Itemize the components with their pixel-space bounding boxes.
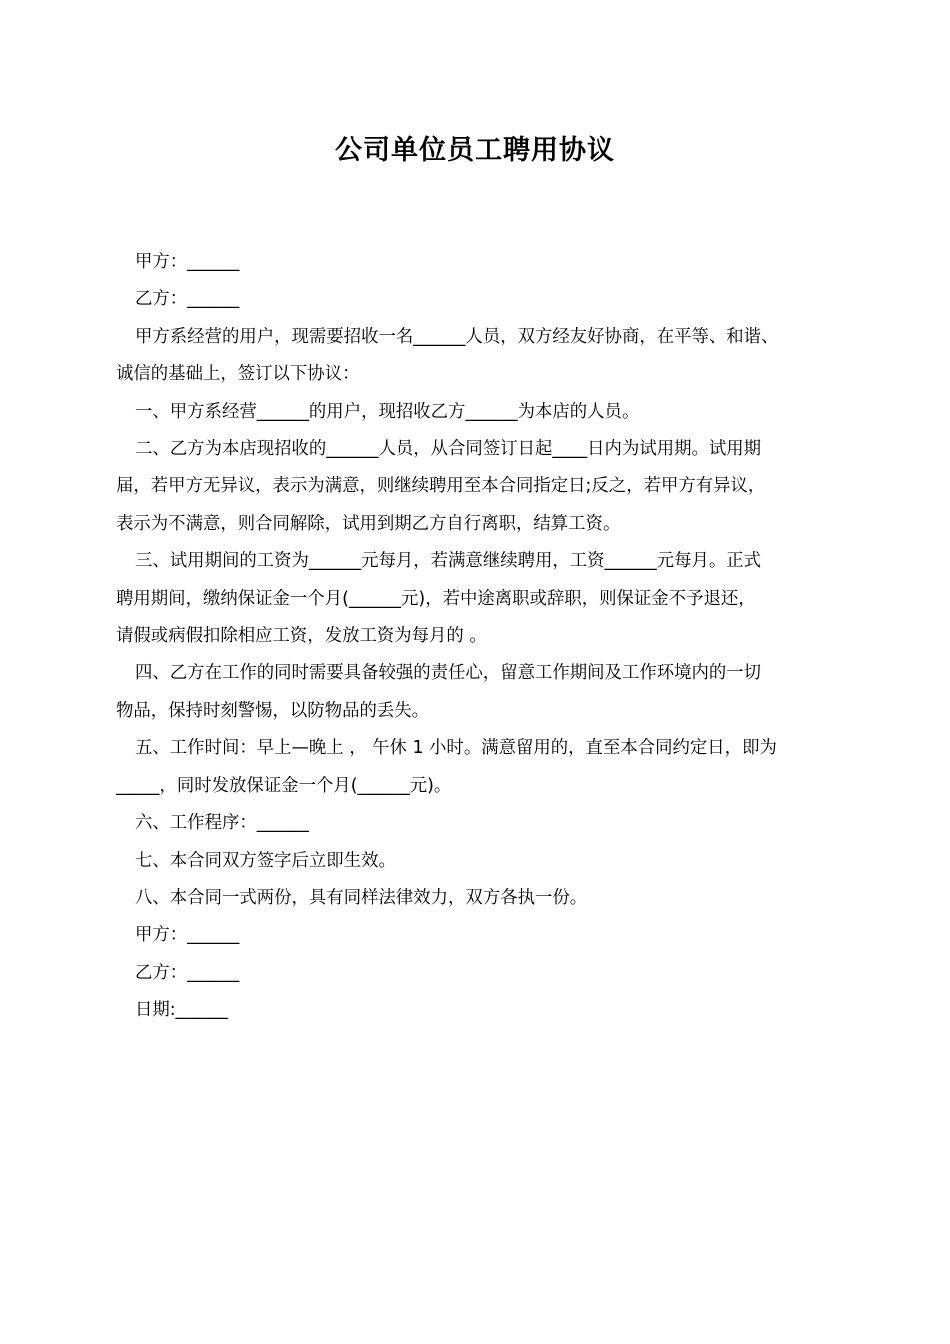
clause-3-line-2: 聘用期间，缴纳保证金一个月(______元)，若中途离职或辞职，则保证金不予退还，	[116, 588, 756, 609]
party-a-line: 甲方：______	[135, 252, 240, 272]
party-b-line: 乙方：______	[135, 289, 240, 310]
clause-5-line-1: 五、工作时间：早上—晚上 ， 午休 1 小时。满意留用的，直至本合同约定日，即为	[135, 738, 777, 759]
preamble-line-2: 诚信的基础上，签订以下协议：	[116, 364, 360, 385]
clause-3-line-3: 请假或病假扣除相应工资，发放工资为每月的 。	[116, 626, 487, 647]
clause-7-line-1: 七、本合同双方签字后立即生效。	[135, 850, 396, 871]
preamble-line-1: 甲方系经营的用户，现需要招收一名______人员，双方经友好协商，在平等、和谐、	[135, 326, 779, 347]
clause-2-line-2: 届，若甲方无异议，表示为满意，则继续聘用至本合同指定日;反之，若甲方有异议，	[116, 476, 766, 497]
document-title: 公司单位员工聘用协议	[335, 135, 615, 166]
clause-5-line-2: _____，同时发放保证金一个月(______元)。	[116, 775, 452, 796]
clause-4-line-2: 物品，保持时刻警惕，以防物品的丢失。	[116, 700, 430, 721]
document-body	[116, 244, 856, 1030]
clause-2-line-3: 表示为不满意，则合同解除，试用到期乙方自行离职，结算工资。	[116, 513, 621, 534]
signature-party-a: 甲方：______	[135, 925, 240, 946]
clause-1-line-1: 一、甲方系经营______的用户，现招收乙方______为本店的人员。	[135, 401, 640, 422]
clause-8-line-1: 八、本合同一式两份，具有同样法律效力，双方各执一份。	[135, 887, 588, 908]
clause-4-line-1: 四、乙方在工作的同时需要具备较强的责任心，留意工作期间及工作环境内的一切	[135, 663, 762, 684]
clause-3-line-1: 三、试用期间的工资为______元每月，若满意继续聘用，工资______元每月。正式	[135, 551, 762, 572]
signature-party-b: 乙方：______	[135, 962, 240, 983]
clause-2-line-1: 二、乙方为本店现招收的______人员，从合同签订日起____日内为试用期。试用期	[135, 439, 762, 460]
clause-6-line-1: 六、工作程序：______	[135, 813, 309, 834]
signature-date: 日期:______	[135, 1000, 228, 1021]
